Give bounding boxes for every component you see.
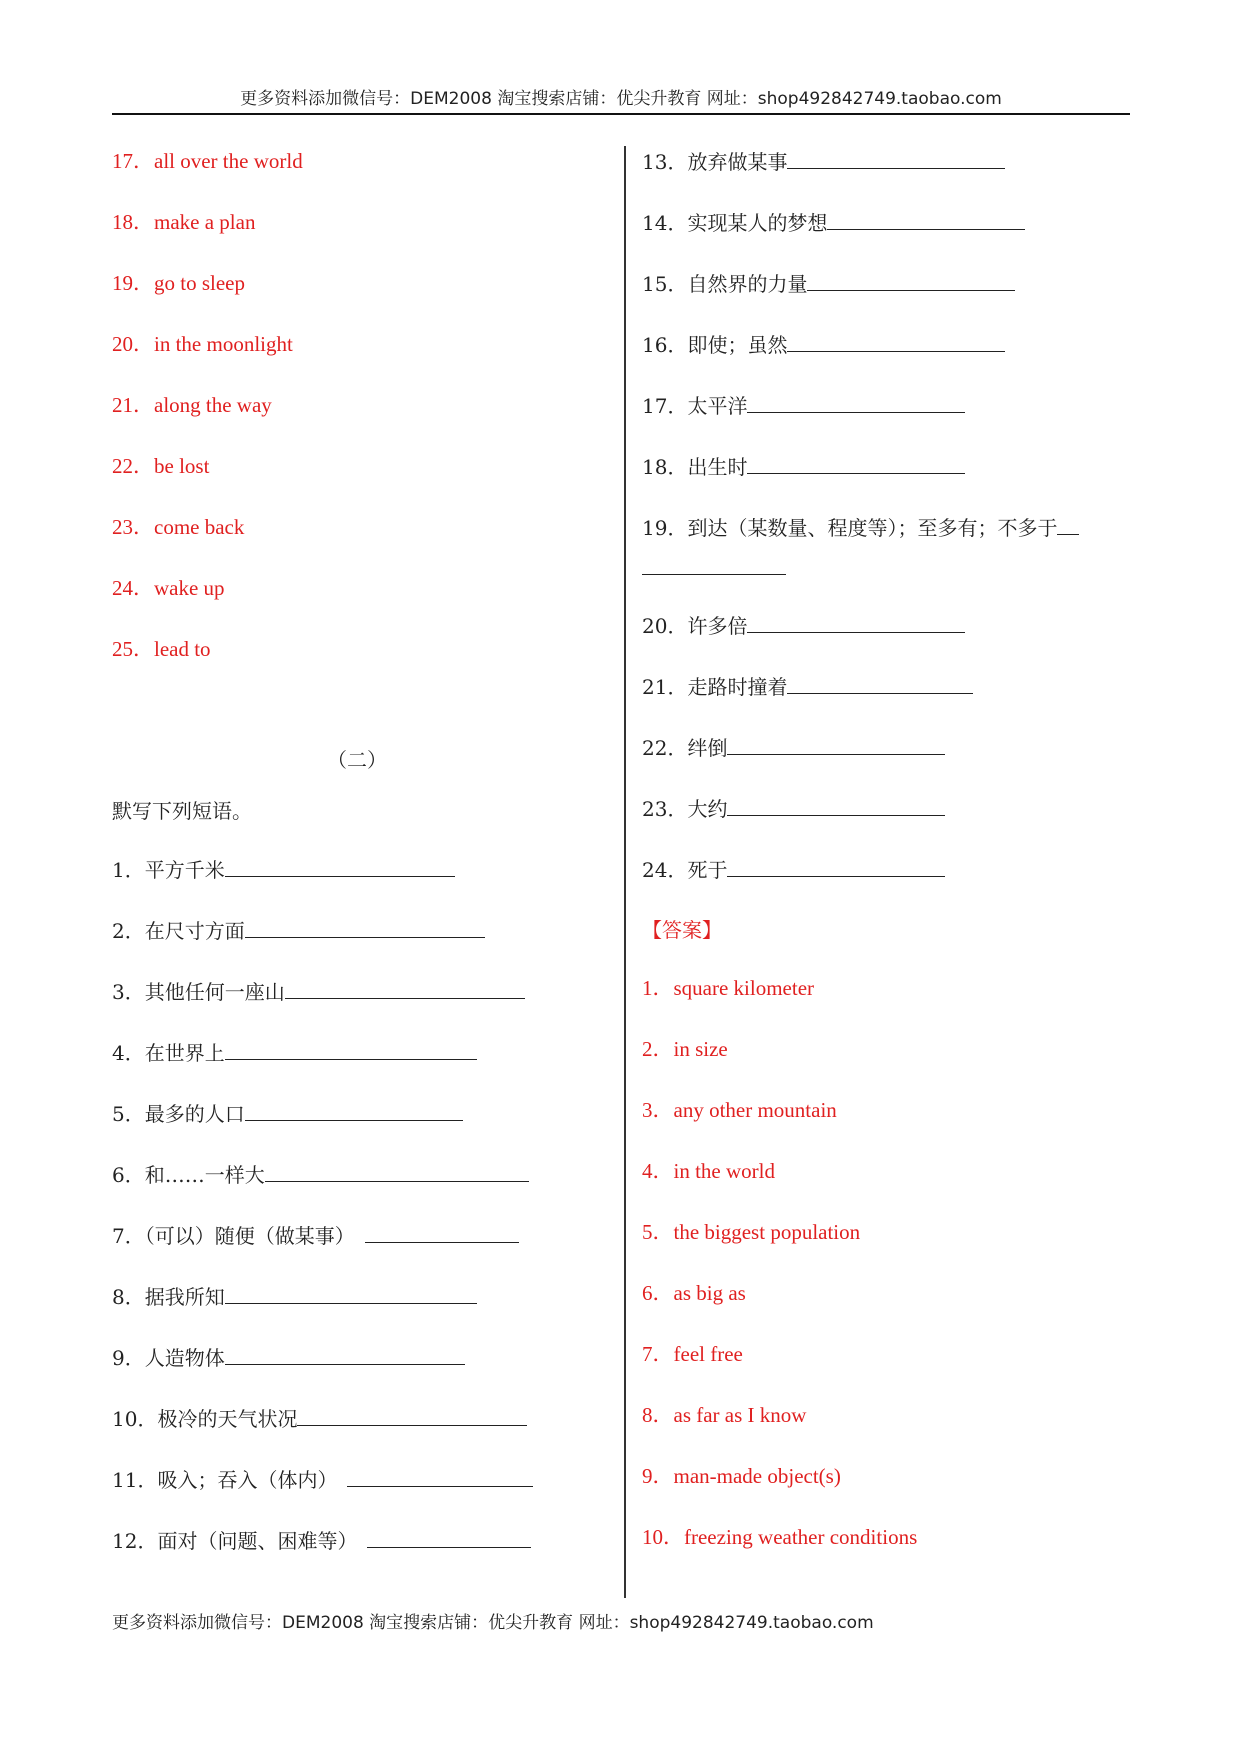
question-item: 13．放弃做某事 (642, 146, 1005, 177)
question-item: 18．出生时 (642, 451, 965, 482)
question-item: 3．其他任何一座山 (112, 976, 525, 1007)
answer-item: 6．as big as (642, 1281, 746, 1305)
question-item: 17．太平洋 (642, 390, 965, 421)
answer-blank[interactable] (245, 1098, 463, 1121)
answer-blank[interactable] (827, 207, 1025, 230)
question-item: 6．和……一样大 (112, 1159, 529, 1190)
answer-blank[interactable] (787, 329, 1005, 352)
question-item: 8．据我所知 (112, 1281, 477, 1312)
answer-blank[interactable] (727, 793, 945, 816)
answer-item: 18．make a plan (112, 210, 256, 234)
answer-blank[interactable] (807, 268, 1015, 291)
answer-blank[interactable] (365, 1220, 519, 1243)
question-item: 22．绊倒 (642, 732, 945, 763)
question-item: 11．吸入；吞入（体内） (112, 1464, 533, 1495)
answer-item: 4．in the world (642, 1159, 775, 1183)
answer-blank[interactable] (787, 671, 973, 694)
answer-blank[interactable] (1057, 512, 1079, 535)
answer-blank[interactable] (225, 1342, 465, 1365)
question-item: 24．死于 (642, 854, 945, 885)
answer-item: 25．lead to (112, 637, 211, 661)
answer-blank[interactable] (297, 1403, 527, 1426)
answer-item: 9．man-made object(s) (642, 1464, 841, 1488)
answer-blank[interactable] (285, 976, 525, 999)
answer-blank[interactable] (245, 915, 485, 938)
section-title: （二） (327, 748, 387, 772)
question-item: 1．平方千米 (112, 854, 455, 885)
answer-item: 5．the biggest population (642, 1220, 861, 1244)
question-item: 19．到达（某数量、程度等）；至多有；不多于 (642, 512, 1079, 543)
answer-item: 8．as far as I know (642, 1403, 807, 1427)
answer-item: 23．come back (112, 515, 245, 539)
question-item: 14．实现某人的梦想 (642, 207, 1025, 238)
answer-item: 22．be lost (112, 454, 210, 478)
answer-item: 19．go to sleep (112, 271, 245, 295)
answer-blank[interactable] (747, 610, 965, 633)
question-item: 21．走路时撞着 (642, 671, 973, 702)
answer-item: 17．all over the world (112, 149, 303, 173)
question-item: 10．极冷的天气状况 (112, 1403, 527, 1434)
answer-item: 1．square kilometer (642, 976, 815, 1000)
question-item: 4．在世界上 (112, 1037, 477, 1068)
answer-blank[interactable] (747, 451, 965, 474)
question-item: 15．自然界的力量 (642, 268, 1015, 299)
answer-blank[interactable] (642, 552, 786, 575)
answer-blank[interactable] (225, 1281, 477, 1304)
answer-item: 20．in the moonlight (112, 332, 293, 356)
answer-blank[interactable] (265, 1159, 529, 1182)
question-item-continued (642, 552, 786, 583)
answer-blank[interactable] (787, 146, 1005, 169)
question-item: 7．（可以）随便（做某事） (112, 1220, 519, 1251)
answer-heading: 【答案】 (642, 918, 722, 942)
answer-blank[interactable] (225, 1037, 477, 1060)
instruction: 默写下列短语。 (112, 799, 252, 823)
answer-blank[interactable] (367, 1525, 531, 1548)
answer-blank[interactable] (727, 854, 945, 877)
question-item: 5．最多的人口 (112, 1098, 463, 1129)
answer-blank[interactable] (727, 732, 945, 755)
answer-blank[interactable] (747, 390, 965, 413)
header-rule (112, 113, 1130, 115)
question-item: 12．面对（问题、困难等） (112, 1525, 531, 1556)
answer-item: 2．in size (642, 1037, 728, 1061)
answer-blank[interactable] (225, 854, 455, 877)
page-footer: 更多资料添加微信号：DEM2008 淘宝搜索店铺：优尖升教育 网址：shop492842749.taobao.com (112, 1613, 874, 1633)
answer-blank[interactable] (347, 1464, 533, 1487)
answer-item: 7．feel free (642, 1342, 743, 1366)
answer-item: 21．along the way (112, 393, 272, 417)
question-item: 20．许多倍 (642, 610, 965, 641)
page-header: 更多资料添加微信号：DEM2008 淘宝搜索店铺：优尖升教育 网址：shop492842749.taobao.com (240, 89, 1002, 109)
question-item: 9．人造物体 (112, 1342, 465, 1373)
column-divider (624, 146, 626, 1598)
question-item: 2．在尺寸方面 (112, 915, 485, 946)
answer-item: 3．any other mountain (642, 1098, 837, 1122)
answer-item: 10．freezing weather conditions (642, 1525, 918, 1549)
question-item: 16．即使；虽然 (642, 329, 1005, 360)
question-item: 23．大约 (642, 793, 945, 824)
answer-item: 24．wake up (112, 576, 225, 600)
